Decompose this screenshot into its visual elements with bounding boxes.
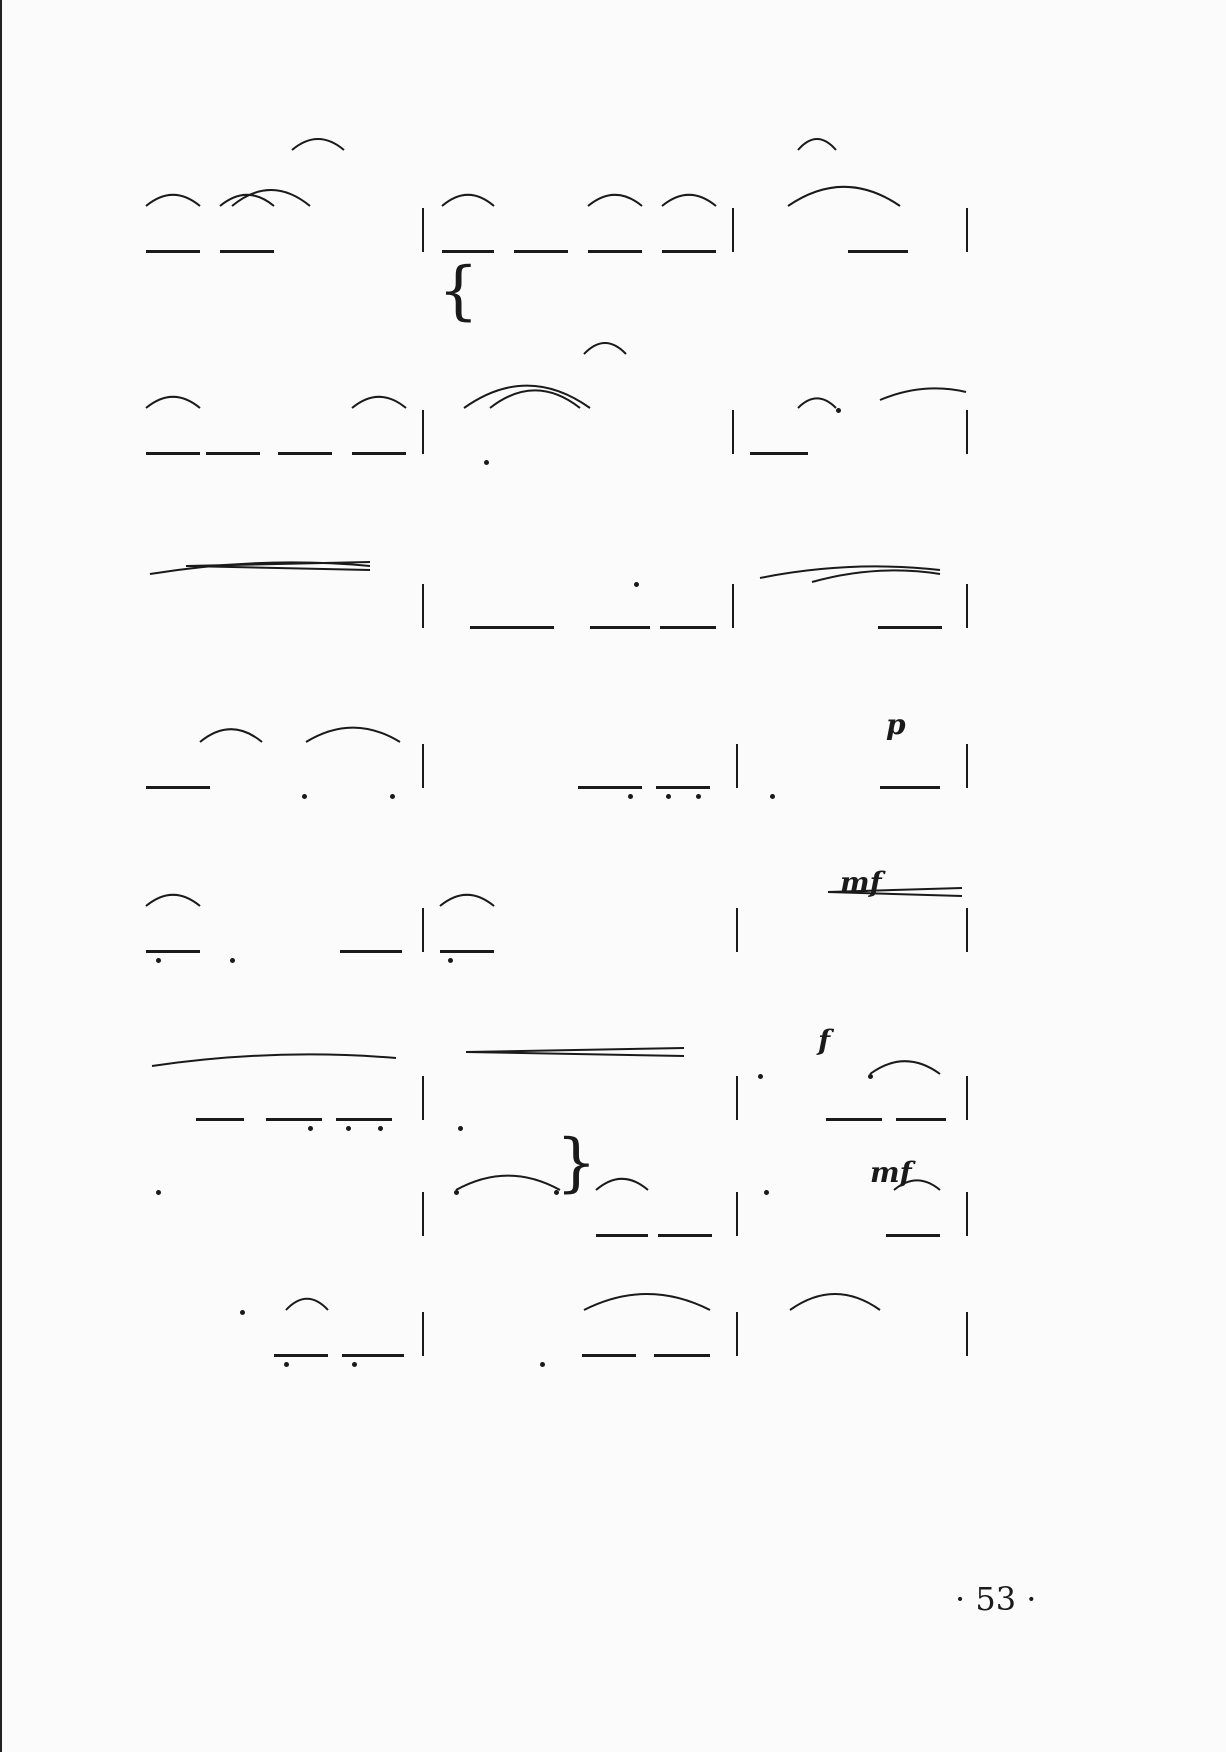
- page-number: · 53 ·: [955, 1580, 1037, 1618]
- dynamic-f: f: [818, 1024, 831, 1057]
- slur: [146, 397, 200, 408]
- paren-slur: [292, 139, 344, 150]
- tie: [880, 388, 966, 400]
- slur: [456, 1176, 560, 1190]
- slur: [588, 195, 642, 206]
- slur: [870, 1061, 940, 1074]
- slur: [464, 386, 590, 408]
- tie: [812, 570, 940, 582]
- tie: [760, 566, 940, 578]
- dynamic-p: p: [886, 708, 906, 741]
- slur: [352, 397, 406, 408]
- tie: [152, 1054, 396, 1066]
- slur: [306, 728, 400, 742]
- slur: [584, 1294, 710, 1310]
- slur: [146, 895, 200, 906]
- lyric-brace: {: [438, 254, 479, 328]
- slur: [442, 195, 494, 206]
- slur: [490, 390, 580, 408]
- slur: [798, 398, 836, 408]
- paren-slur: [798, 139, 836, 150]
- slur: [440, 895, 494, 906]
- slur: [662, 195, 716, 206]
- dynamic-mf-2: mf: [870, 1156, 912, 1189]
- crescendo-hairpin: [466, 1048, 684, 1056]
- decrescendo-hairpin: [186, 562, 370, 570]
- slur: [790, 1294, 880, 1310]
- slur: [286, 1299, 328, 1310]
- slur: [200, 729, 262, 742]
- lyric-brace: }: [556, 1126, 597, 1200]
- slur: [596, 1179, 648, 1190]
- slur: [788, 187, 900, 206]
- slur: [146, 195, 200, 206]
- dynamic-mf: mf: [840, 866, 882, 899]
- paren-slur: [584, 343, 626, 354]
